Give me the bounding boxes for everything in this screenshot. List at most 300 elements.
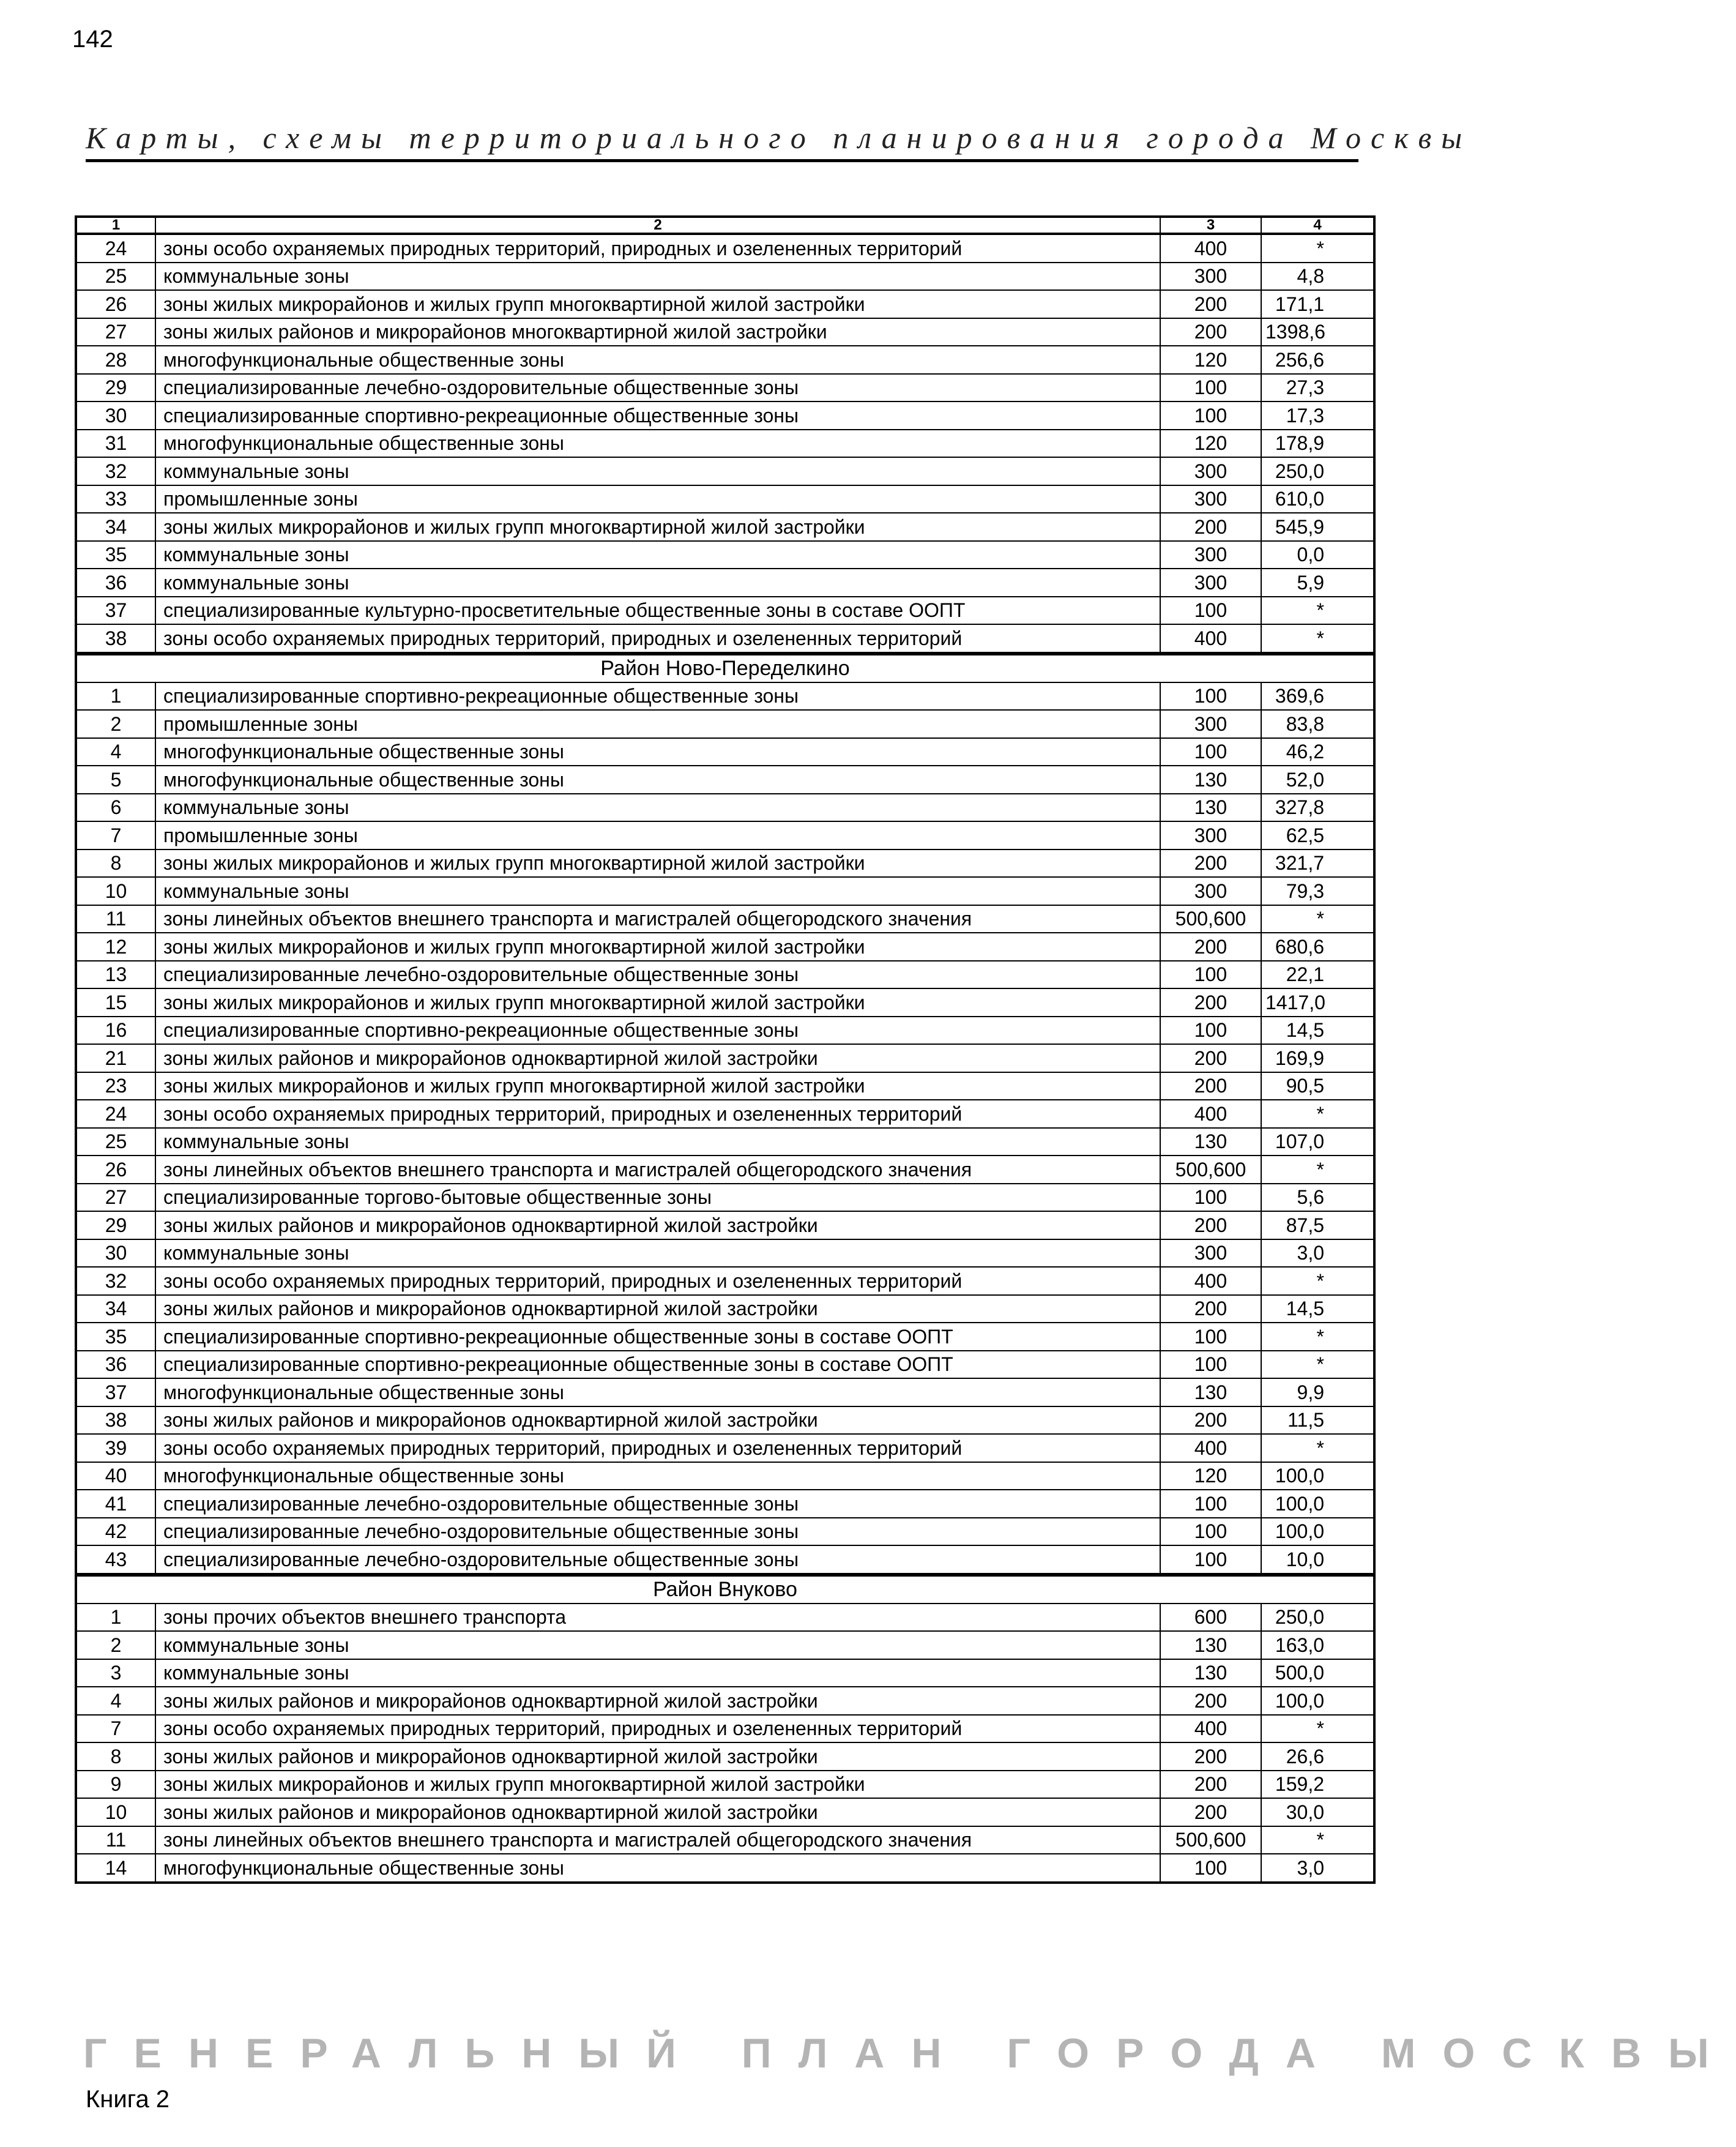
zone-area-cell: 369,6 bbox=[1261, 682, 1374, 711]
zone-area-cell: 62,5 bbox=[1261, 821, 1374, 849]
zone-area-cell: * bbox=[1261, 1100, 1374, 1128]
zone-code-cell: 100 bbox=[1160, 961, 1261, 989]
table-row bbox=[76, 1604, 1374, 1632]
zone-code-cell: 400 bbox=[1160, 1267, 1261, 1295]
zone-number-cell: 8 bbox=[76, 849, 155, 878]
zone-code-cell: 120 bbox=[1160, 430, 1261, 458]
zone-type-cell: специализированные лечебно-оздоровительные общественные зоны bbox=[155, 1518, 1160, 1546]
zone-type-cell: зоны жилых микрорайонов и жилых групп многоквартирной жилой застройки bbox=[155, 988, 1160, 1017]
table-row bbox=[76, 1406, 1374, 1435]
zone-area-cell: 52,0 bbox=[1261, 766, 1374, 794]
zone-code-cell: 400 bbox=[1160, 1434, 1261, 1462]
zone-code-cell: 500,600 bbox=[1160, 1826, 1261, 1854]
zone-type-cell: промышленные зоны bbox=[155, 821, 1160, 849]
zone-code-cell: 300 bbox=[1160, 877, 1261, 905]
table-row bbox=[76, 1100, 1374, 1128]
zone-type-cell: зоны особо охраняемых природных территорий, природных и озелененных территорий bbox=[155, 624, 1160, 654]
zone-code-cell: 100 bbox=[1160, 1323, 1261, 1351]
table-row bbox=[76, 430, 1374, 458]
zone-number-cell: 26 bbox=[76, 290, 155, 318]
zone-number-cell: 36 bbox=[76, 1351, 155, 1379]
zone-area-cell: 100,0 bbox=[1261, 1687, 1374, 1715]
table-row bbox=[76, 1518, 1374, 1546]
zone-type-cell: коммунальные зоны bbox=[155, 794, 1160, 822]
zone-number-cell: 1 bbox=[76, 1604, 155, 1632]
column-header: 2 bbox=[155, 217, 1160, 234]
zone-area-cell: 250,0 bbox=[1261, 457, 1374, 485]
zone-area-cell: * bbox=[1261, 1715, 1374, 1743]
table-row bbox=[76, 513, 1374, 541]
zone-type-cell: зоны особо охраняемых природных территорий, природных и озелененных территорий bbox=[155, 234, 1160, 263]
zones-table bbox=[75, 215, 1376, 1884]
zone-area-cell: 1417,0 bbox=[1261, 988, 1374, 1017]
zone-type-cell: специализированные торгово-бытовые общественные зоны bbox=[155, 1184, 1160, 1212]
zone-code-cell: 500,600 bbox=[1160, 905, 1261, 933]
table-row bbox=[76, 1771, 1374, 1799]
zone-number-cell: 41 bbox=[76, 1490, 155, 1518]
zone-type-cell: многофункциональные общественные зоны bbox=[155, 346, 1160, 374]
table-row bbox=[76, 374, 1374, 402]
table-row bbox=[76, 1267, 1374, 1295]
zone-code-cell: 100 bbox=[1160, 597, 1261, 625]
zone-number-cell: 34 bbox=[76, 1295, 155, 1323]
table-row bbox=[76, 1072, 1374, 1100]
table-row bbox=[76, 1156, 1374, 1184]
zone-code-cell: 130 bbox=[1160, 766, 1261, 794]
zone-area-cell: 327,8 bbox=[1261, 794, 1374, 822]
zone-area-cell: 0,0 bbox=[1261, 541, 1374, 569]
zone-type-cell: коммунальные зоны bbox=[155, 263, 1160, 291]
zone-number-cell: 37 bbox=[76, 597, 155, 625]
zone-code-cell: 200 bbox=[1160, 933, 1261, 961]
table-row bbox=[76, 1826, 1374, 1854]
zone-code-cell: 100 bbox=[1160, 1518, 1261, 1546]
zone-type-cell: зоны линейных объектов внешнего транспорта и магистралей общегородского значения bbox=[155, 1826, 1160, 1854]
zone-area-cell: 159,2 bbox=[1261, 1771, 1374, 1799]
zone-area-cell: 163,0 bbox=[1261, 1631, 1374, 1659]
zone-area-cell: 26,6 bbox=[1261, 1742, 1374, 1771]
zone-type-cell: промышленные зоны bbox=[155, 485, 1160, 513]
zone-code-cell: 100 bbox=[1160, 401, 1261, 430]
page-number: 142 bbox=[72, 26, 113, 53]
zone-number-cell: 30 bbox=[76, 401, 155, 430]
table-row bbox=[76, 1742, 1374, 1771]
zone-type-cell: зоны жилых районов и микрорайонов одноквартирной жилой застройки bbox=[155, 1406, 1160, 1435]
zone-type-cell: специализированные лечебно-оздоровительные общественные зоны bbox=[155, 374, 1160, 402]
zone-code-cell: 300 bbox=[1160, 821, 1261, 849]
zone-number-cell: 11 bbox=[76, 905, 155, 933]
zone-type-cell: коммунальные зоны bbox=[155, 1128, 1160, 1156]
zone-number-cell: 10 bbox=[76, 1798, 155, 1826]
zone-area-cell: 1398,6 bbox=[1261, 318, 1374, 346]
zone-number-cell: 29 bbox=[76, 374, 155, 402]
zone-area-cell: 83,8 bbox=[1261, 710, 1374, 738]
table-row bbox=[76, 849, 1374, 878]
table-row bbox=[76, 234, 1374, 263]
table-row bbox=[76, 794, 1374, 822]
column-header: 1 bbox=[76, 217, 155, 234]
zone-number-cell: 3 bbox=[76, 1659, 155, 1687]
zone-type-cell: зоны линейных объектов внешнего транспорта и магистралей общегородского значения bbox=[155, 905, 1160, 933]
zone-code-cell: 100 bbox=[1160, 682, 1261, 711]
zone-type-cell: многофункциональные общественные зоны bbox=[155, 1378, 1160, 1406]
zone-code-cell: 400 bbox=[1160, 1715, 1261, 1743]
zone-type-cell: коммунальные зоны bbox=[155, 1239, 1160, 1268]
zone-type-cell: специализированные спортивно-рекреационные общественные зоны bbox=[155, 682, 1160, 711]
zone-code-cell: 300 bbox=[1160, 1239, 1261, 1268]
zone-code-cell: 200 bbox=[1160, 1295, 1261, 1323]
zone-type-cell: зоны особо охраняемых природных территорий, природных и озелененных территорий bbox=[155, 1715, 1160, 1743]
zone-code-cell: 100 bbox=[1160, 1351, 1261, 1379]
zone-type-cell: зоны жилых микрорайонов и жилых групп многоквартирной жилой застройки bbox=[155, 849, 1160, 878]
zone-number-cell: 43 bbox=[76, 1545, 155, 1575]
zone-area-cell: 100,0 bbox=[1261, 1462, 1374, 1490]
zone-number-cell: 4 bbox=[76, 738, 155, 766]
zone-code-cell: 130 bbox=[1160, 794, 1261, 822]
zone-type-cell: многофункциональные общественные зоны bbox=[155, 766, 1160, 794]
table-header bbox=[76, 217, 1374, 234]
table-row bbox=[76, 1798, 1374, 1826]
table-row bbox=[76, 346, 1374, 374]
zone-number-cell: 27 bbox=[76, 1184, 155, 1212]
zone-area-cell: 9,9 bbox=[1261, 1378, 1374, 1406]
zone-area-cell: 90,5 bbox=[1261, 1072, 1374, 1100]
zone-number-cell: 27 bbox=[76, 318, 155, 346]
table-row bbox=[76, 457, 1374, 485]
zone-type-cell: зоны жилых районов и микрорайонов одноквартирной жилой застройки bbox=[155, 1295, 1160, 1323]
running-head: Карты, схемы территориального планирования города Москвы bbox=[86, 121, 1472, 155]
zone-number-cell: 38 bbox=[76, 624, 155, 654]
zone-area-cell: 545,9 bbox=[1261, 513, 1374, 541]
zone-type-cell: зоны линейных объектов внешнего транспорта и магистралей общегородского значения bbox=[155, 1156, 1160, 1184]
zone-code-cell: 200 bbox=[1160, 1406, 1261, 1435]
zone-type-cell: специализированные лечебно-оздоровительные общественные зоны bbox=[155, 1490, 1160, 1518]
zone-code-cell: 300 bbox=[1160, 541, 1261, 569]
zone-number-cell: 13 bbox=[76, 961, 155, 989]
zone-code-cell: 100 bbox=[1160, 1545, 1261, 1575]
zone-number-cell: 37 bbox=[76, 1378, 155, 1406]
zone-code-cell: 300 bbox=[1160, 569, 1261, 597]
table-body bbox=[76, 234, 1374, 1883]
table-row bbox=[76, 318, 1374, 346]
district-heading-row bbox=[76, 1575, 1374, 1604]
zone-number-cell: 24 bbox=[76, 1100, 155, 1128]
zone-number-cell: 8 bbox=[76, 1742, 155, 1771]
table-row bbox=[76, 738, 1374, 766]
zone-number-cell: 29 bbox=[76, 1211, 155, 1239]
zone-code-cell: 130 bbox=[1160, 1659, 1261, 1687]
table-row bbox=[76, 1659, 1374, 1687]
table-row bbox=[76, 821, 1374, 849]
zone-number-cell: 9 bbox=[76, 1771, 155, 1799]
zone-area-cell: 4,8 bbox=[1261, 263, 1374, 291]
zone-type-cell: коммунальные зоны bbox=[155, 541, 1160, 569]
zone-code-cell: 130 bbox=[1160, 1378, 1261, 1406]
zone-code-cell: 500,600 bbox=[1160, 1156, 1261, 1184]
zone-type-cell: зоны жилых микрорайонов и жилых групп многоквартирной жилой застройки bbox=[155, 1072, 1160, 1100]
zone-number-cell: 34 bbox=[76, 513, 155, 541]
column-header: 4 bbox=[1261, 217, 1374, 234]
zone-area-cell: 46,2 bbox=[1261, 738, 1374, 766]
zone-area-cell: * bbox=[1261, 1826, 1374, 1854]
zone-number-cell: 21 bbox=[76, 1044, 155, 1072]
zone-type-cell: специализированные спортивно-рекреационные общественные зоны bbox=[155, 401, 1160, 430]
zone-type-cell: специализированные лечебно-оздоровительные общественные зоны bbox=[155, 1545, 1160, 1575]
table-row bbox=[76, 710, 1374, 738]
zone-area-cell: 100,0 bbox=[1261, 1518, 1374, 1546]
zone-type-cell: зоны жилых районов и микрорайонов одноквартирной жилой застройки bbox=[155, 1742, 1160, 1771]
zone-code-cell: 300 bbox=[1160, 485, 1261, 513]
zone-code-cell: 100 bbox=[1160, 1854, 1261, 1883]
zone-code-cell: 200 bbox=[1160, 1742, 1261, 1771]
zone-area-cell: 250,0 bbox=[1261, 1604, 1374, 1632]
zone-code-cell: 600 bbox=[1160, 1604, 1261, 1632]
zone-code-cell: 200 bbox=[1160, 1044, 1261, 1072]
zone-area-cell: * bbox=[1261, 1156, 1374, 1184]
zone-code-cell: 200 bbox=[1160, 1798, 1261, 1826]
table-row bbox=[76, 1462, 1374, 1490]
footer-title: ГЕНЕРАЛЬНЫЙ ПЛАН ГОРОДА МОСКВЫ bbox=[83, 2030, 1736, 2077]
zone-number-cell: 25 bbox=[76, 1128, 155, 1156]
zone-number-cell: 7 bbox=[76, 1715, 155, 1743]
table-row bbox=[76, 597, 1374, 625]
zone-number-cell: 6 bbox=[76, 794, 155, 822]
zone-area-cell: 10,0 bbox=[1261, 1545, 1374, 1575]
table-row bbox=[76, 1239, 1374, 1268]
zone-area-cell: * bbox=[1261, 597, 1374, 625]
zone-code-cell: 100 bbox=[1160, 1017, 1261, 1045]
zone-area-cell: 321,7 bbox=[1261, 849, 1374, 878]
table-row bbox=[76, 569, 1374, 597]
zone-number-cell: 11 bbox=[76, 1826, 155, 1854]
footer-book-label: Книга 2 bbox=[86, 2086, 170, 2113]
zone-area-cell: * bbox=[1261, 234, 1374, 263]
zone-number-cell: 15 bbox=[76, 988, 155, 1017]
zone-type-cell: специализированные спортивно-рекреационные общественные зоны в составе ООПТ bbox=[155, 1351, 1160, 1379]
zone-code-cell: 300 bbox=[1160, 710, 1261, 738]
zone-area-cell: 680,6 bbox=[1261, 933, 1374, 961]
table-row bbox=[76, 290, 1374, 318]
table-row bbox=[76, 541, 1374, 569]
zone-type-cell: зоны особо охраняемых природных территорий, природных и озелененных территорий bbox=[155, 1434, 1160, 1462]
zone-number-cell: 35 bbox=[76, 1323, 155, 1351]
zone-area-cell: 87,5 bbox=[1261, 1211, 1374, 1239]
district-heading: Район Ново-Переделкино bbox=[76, 654, 1374, 682]
zone-type-cell: зоны жилых районов и микрорайонов одноквартирной жилой застройки bbox=[155, 1687, 1160, 1715]
table-row bbox=[76, 1715, 1374, 1743]
zone-type-cell: специализированные спортивно-рекреационные общественные зоны bbox=[155, 1017, 1160, 1045]
zone-type-cell: специализированные спортивно-рекреационные общественные зоны в составе ООПТ bbox=[155, 1323, 1160, 1351]
zone-type-cell: коммунальные зоны bbox=[155, 1659, 1160, 1687]
zone-code-cell: 200 bbox=[1160, 318, 1261, 346]
zone-area-cell: 178,9 bbox=[1261, 430, 1374, 458]
zone-number-cell: 7 bbox=[76, 821, 155, 849]
table-row bbox=[76, 1687, 1374, 1715]
zone-type-cell: специализированные лечебно-оздоровительные общественные зоны bbox=[155, 961, 1160, 989]
zone-type-cell: коммунальные зоны bbox=[155, 457, 1160, 485]
table-row bbox=[76, 624, 1374, 654]
zone-type-cell: коммунальные зоны bbox=[155, 877, 1160, 905]
zone-number-cell: 33 bbox=[76, 485, 155, 513]
zone-number-cell: 16 bbox=[76, 1017, 155, 1045]
zone-code-cell: 200 bbox=[1160, 1072, 1261, 1100]
table-row bbox=[76, 933, 1374, 961]
zone-area-cell: * bbox=[1261, 905, 1374, 933]
zone-number-cell: 1 bbox=[76, 682, 155, 711]
zone-number-cell: 4 bbox=[76, 1687, 155, 1715]
zone-number-cell: 42 bbox=[76, 1518, 155, 1546]
zone-code-cell: 400 bbox=[1160, 1100, 1261, 1128]
zone-type-cell: промышленные зоны bbox=[155, 710, 1160, 738]
zone-number-cell: 28 bbox=[76, 346, 155, 374]
zone-number-cell: 23 bbox=[76, 1072, 155, 1100]
zone-type-cell: многофункциональные общественные зоны bbox=[155, 430, 1160, 458]
zone-area-cell: 14,5 bbox=[1261, 1295, 1374, 1323]
zone-type-cell: коммунальные зоны bbox=[155, 1631, 1160, 1659]
zone-code-cell: 100 bbox=[1160, 738, 1261, 766]
zone-code-cell: 100 bbox=[1160, 1490, 1261, 1518]
table-row bbox=[76, 988, 1374, 1017]
zone-code-cell: 120 bbox=[1160, 346, 1261, 374]
zone-area-cell: * bbox=[1261, 1434, 1374, 1462]
zone-number-cell: 2 bbox=[76, 1631, 155, 1659]
zone-number-cell: 2 bbox=[76, 710, 155, 738]
zone-type-cell: коммунальные зоны bbox=[155, 569, 1160, 597]
column-header: 3 bbox=[1160, 217, 1261, 234]
zone-type-cell: зоны жилых районов и микрорайонов одноквартирной жилой застройки bbox=[155, 1798, 1160, 1826]
zone-code-cell: 200 bbox=[1160, 1211, 1261, 1239]
table-row bbox=[76, 1295, 1374, 1323]
table-row bbox=[76, 1631, 1374, 1659]
zone-type-cell: зоны жилых микрорайонов и жилых групп многоквартирной жилой застройки bbox=[155, 290, 1160, 318]
zone-number-cell: 30 bbox=[76, 1239, 155, 1268]
zone-code-cell: 200 bbox=[1160, 988, 1261, 1017]
table-row bbox=[76, 682, 1374, 711]
zone-area-cell: * bbox=[1261, 1351, 1374, 1379]
zone-code-cell: 300 bbox=[1160, 457, 1261, 485]
zone-code-cell: 100 bbox=[1160, 1184, 1261, 1212]
zone-code-cell: 130 bbox=[1160, 1128, 1261, 1156]
table-row bbox=[76, 1378, 1374, 1406]
zone-area-cell: 27,3 bbox=[1261, 374, 1374, 402]
zone-area-cell: 11,5 bbox=[1261, 1406, 1374, 1435]
zone-type-cell: многофункциональные общественные зоны bbox=[155, 738, 1160, 766]
zone-type-cell: зоны жилых районов и микрорайонов одноквартирной жилой застройки bbox=[155, 1211, 1160, 1239]
table-row bbox=[76, 1128, 1374, 1156]
zone-code-cell: 200 bbox=[1160, 290, 1261, 318]
zone-area-cell: 171,1 bbox=[1261, 290, 1374, 318]
zone-number-cell: 40 bbox=[76, 1462, 155, 1490]
zone-area-cell: 22,1 bbox=[1261, 961, 1374, 989]
zone-type-cell: зоны прочих объектов внешнего транспорта bbox=[155, 1604, 1160, 1632]
zone-code-cell: 100 bbox=[1160, 374, 1261, 402]
zone-number-cell: 12 bbox=[76, 933, 155, 961]
zone-type-cell: зоны особо охраняемых природных территорий, природных и озелененных территорий bbox=[155, 1100, 1160, 1128]
zone-area-cell: 100,0 bbox=[1261, 1490, 1374, 1518]
zone-number-cell: 32 bbox=[76, 1267, 155, 1295]
zone-number-cell: 10 bbox=[76, 877, 155, 905]
zone-number-cell: 14 bbox=[76, 1854, 155, 1883]
zone-code-cell: 200 bbox=[1160, 513, 1261, 541]
zone-number-cell: 26 bbox=[76, 1156, 155, 1184]
zone-area-cell: 500,0 bbox=[1261, 1659, 1374, 1687]
table-row bbox=[76, 1017, 1374, 1045]
zone-code-cell: 130 bbox=[1160, 1631, 1261, 1659]
table-row bbox=[76, 1545, 1374, 1575]
zone-type-cell: многофункциональные общественные зоны bbox=[155, 1854, 1160, 1883]
zone-area-cell: 14,5 bbox=[1261, 1017, 1374, 1045]
table-row bbox=[76, 905, 1374, 933]
zone-number-cell: 35 bbox=[76, 541, 155, 569]
district-heading: Район Внуково bbox=[76, 1575, 1374, 1604]
zone-code-cell: 200 bbox=[1160, 1687, 1261, 1715]
zone-type-cell: зоны особо охраняемых природных территорий, природных и озелененных территорий bbox=[155, 1267, 1160, 1295]
table-row bbox=[76, 1323, 1374, 1351]
zone-number-cell: 38 bbox=[76, 1406, 155, 1435]
zone-number-cell: 5 bbox=[76, 766, 155, 794]
zone-area-cell: 3,0 bbox=[1261, 1239, 1374, 1268]
zone-type-cell: зоны жилых районов и микрорайонов многоквартирной жилой застройки bbox=[155, 318, 1160, 346]
zone-number-cell: 36 bbox=[76, 569, 155, 597]
zone-area-cell: 79,3 bbox=[1261, 877, 1374, 905]
zone-area-cell: 107,0 bbox=[1261, 1128, 1374, 1156]
district-heading-row bbox=[76, 654, 1374, 682]
zone-area-cell: * bbox=[1261, 624, 1374, 654]
table-row bbox=[76, 961, 1374, 989]
table-row bbox=[76, 1351, 1374, 1379]
zone-code-cell: 200 bbox=[1160, 1771, 1261, 1799]
zone-number-cell: 25 bbox=[76, 263, 155, 291]
table-row bbox=[76, 1854, 1374, 1883]
zone-area-cell: 169,9 bbox=[1261, 1044, 1374, 1072]
header-rule bbox=[86, 159, 1358, 162]
table-row bbox=[76, 1211, 1374, 1239]
table-row bbox=[76, 877, 1374, 905]
zone-area-cell: 3,0 bbox=[1261, 1854, 1374, 1883]
zone-type-cell: зоны жилых микрорайонов и жилых групп многоквартирной жилой застройки bbox=[155, 933, 1160, 961]
table-row bbox=[76, 1184, 1374, 1212]
zone-number-cell: 39 bbox=[76, 1434, 155, 1462]
zone-number-cell: 31 bbox=[76, 430, 155, 458]
zone-area-cell: 256,6 bbox=[1261, 346, 1374, 374]
zone-area-cell: * bbox=[1261, 1323, 1374, 1351]
zone-number-cell: 24 bbox=[76, 234, 155, 263]
zone-code-cell: 200 bbox=[1160, 849, 1261, 878]
zone-code-cell: 300 bbox=[1160, 263, 1261, 291]
zone-type-cell: зоны жилых районов и микрорайонов одноквартирной жилой застройки bbox=[155, 1044, 1160, 1072]
zone-type-cell: многофункциональные общественные зоны bbox=[155, 1462, 1160, 1490]
table-row bbox=[76, 766, 1374, 794]
zone-code-cell: 400 bbox=[1160, 624, 1261, 654]
zone-area-cell: 5,9 bbox=[1261, 569, 1374, 597]
zone-area-cell: 30,0 bbox=[1261, 1798, 1374, 1826]
zone-area-cell: 5,6 bbox=[1261, 1184, 1374, 1212]
zone-type-cell: специализированные культурно-просветительные общественные зоны в составе ООПТ bbox=[155, 597, 1160, 625]
zone-area-cell: 610,0 bbox=[1261, 485, 1374, 513]
zone-type-cell: зоны жилых микрорайонов и жилых групп многоквартирной жилой застройки bbox=[155, 1771, 1160, 1799]
zone-type-cell: зоны жилых микрорайонов и жилых групп многоквартирной жилой застройки bbox=[155, 513, 1160, 541]
zone-code-cell: 120 bbox=[1160, 1462, 1261, 1490]
table-row bbox=[76, 1490, 1374, 1518]
zone-area-cell: 17,3 bbox=[1261, 401, 1374, 430]
zone-code-cell: 400 bbox=[1160, 234, 1261, 263]
zone-area-cell: * bbox=[1261, 1267, 1374, 1295]
table-row bbox=[76, 1044, 1374, 1072]
table-row bbox=[76, 485, 1374, 513]
table-row bbox=[76, 1434, 1374, 1462]
table-row bbox=[76, 401, 1374, 430]
table-row bbox=[76, 263, 1374, 291]
